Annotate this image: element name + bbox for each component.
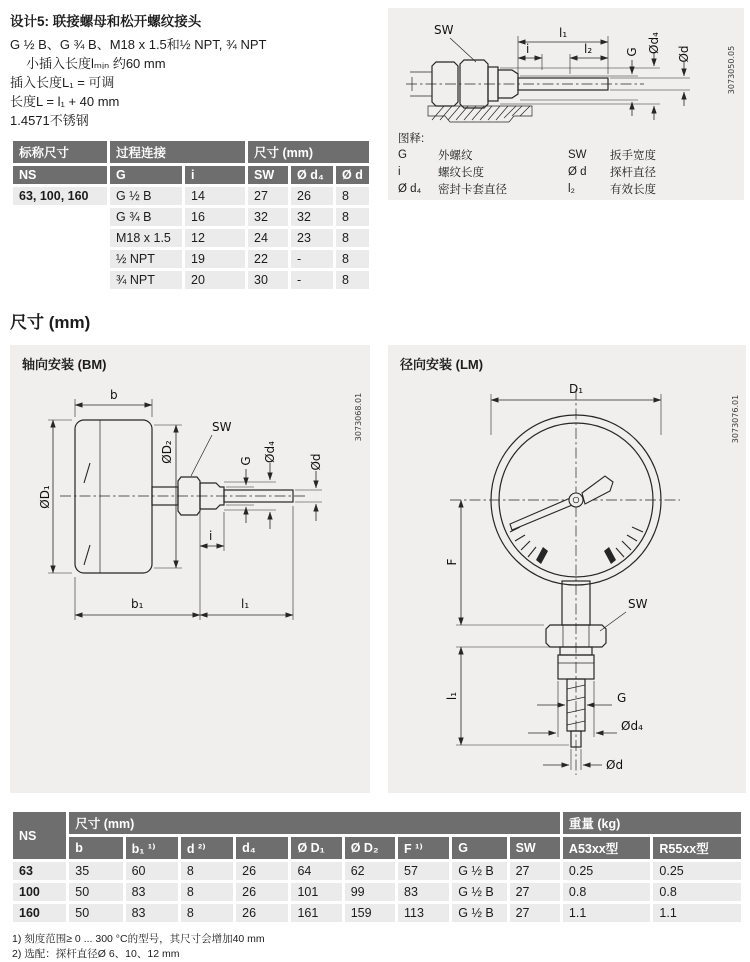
insertion-length-line: 插入长度L₁ = 可调 [10, 75, 115, 90]
table-cell: 62 [345, 862, 395, 880]
table-cell: 8 [181, 904, 233, 922]
table-cell: 26 [236, 862, 288, 880]
table-cell: 83 [398, 883, 449, 901]
col-header-b: b [69, 837, 122, 859]
table-cell: - [291, 271, 333, 289]
table-cell [13, 208, 107, 226]
table-cell: SW [568, 149, 587, 161]
col-header-i: i [185, 166, 245, 184]
table-cell: 101 [291, 883, 341, 901]
table-cell: 1.1 [653, 904, 741, 922]
table-cell: 8 [336, 208, 369, 226]
threaded-fitting-drawing [392, 12, 740, 126]
dim-label-g: G [617, 691, 627, 705]
table-cell: 57 [398, 862, 449, 880]
table-row [13, 271, 369, 289]
table-cell: 83 [126, 883, 178, 901]
dim-label-b1: b₁ [131, 597, 144, 611]
top-section [10, 8, 740, 292]
table-cell [13, 271, 107, 289]
table-cell: l₂ [568, 183, 576, 195]
table-cell: 26 [291, 187, 333, 205]
table-cell: 161 [291, 904, 341, 922]
group-header-weight: 重量 (kg) [563, 812, 741, 834]
table-cell: G ½ B [110, 187, 182, 205]
table-row [13, 250, 369, 268]
min-insertion-line: 小插入长度lₘᵢₙ 约60 mm [26, 56, 166, 71]
group-header-dimensions: 尺寸 (mm) [248, 141, 369, 163]
col-header-ns: NS [13, 166, 107, 184]
dim-label-D1: ØD₁ [38, 485, 52, 509]
col-header-sw: SW [248, 166, 288, 184]
table-cell: 外螺纹 [438, 150, 473, 162]
dim-label-sw: SW [212, 420, 232, 434]
table-cell: 8 [336, 271, 369, 289]
material-line: 1.4571不锈钢 [10, 113, 89, 128]
table-cell: 16 [185, 208, 245, 226]
legend-title: 图释: [398, 133, 425, 145]
footnote-1: 1) 刻度范围≥ 0 ... 300 °C的型号，其尺寸会增加40 mm [12, 933, 265, 945]
table-cell: 0.25 [563, 862, 650, 880]
table-cell: G ¾ B [110, 208, 182, 226]
table-cell: 扳手宽度 [610, 150, 656, 162]
table-cell: 27 [248, 187, 288, 205]
table-group-header-row [13, 141, 369, 163]
col-header-d: Ø d [336, 166, 369, 184]
group-header-process-connection: 过程连接 [110, 141, 245, 163]
radial-mounting-panel [388, 345, 746, 793]
table-row [13, 904, 741, 922]
table-cell: 63 [13, 862, 66, 880]
table-cell: 26 [236, 883, 288, 901]
radial-mounting-title: 径向安装 (LM) [400, 357, 484, 372]
table-cell: G ½ B [452, 904, 506, 922]
design-title: 设计5: 联接螺母和松开螺纹接头 [10, 14, 202, 29]
table-cell: 83 [126, 904, 178, 922]
dim-label-l1: l₁ [241, 597, 250, 611]
col-header-R55xx: R55xx型 [653, 837, 741, 859]
table-cell: 100 [13, 883, 66, 901]
table-cell: 8 [181, 883, 233, 901]
footnote-2: 2) 选配：探杆直径Ø 6、10、12 mm [12, 948, 180, 960]
thread-variants-line: G ½ B、G ¾ B、M18 x 1.5和½ NPT, ¾ NPT [10, 37, 267, 52]
col-header-G: G [452, 837, 506, 859]
dim-label-g: G [625, 47, 639, 57]
dim-label-i: i [209, 529, 213, 543]
dim-label-d: Ød [309, 453, 323, 471]
table-cell: Ø d₄ [398, 183, 422, 195]
dim-label-d4: Ød₄ [647, 32, 661, 54]
dim-label-l1: l₁ [445, 691, 459, 701]
dim-label-i: i [526, 42, 530, 56]
col-header-b1: b₁ ¹⁾ [126, 837, 178, 859]
axial-mounting-title: 轴向安装 (BM) [22, 357, 107, 372]
table-cell: 螺纹长度 [438, 167, 484, 179]
col-header-d: d ²⁾ [181, 837, 233, 859]
table-cell: 0.8 [653, 883, 741, 901]
table-cell: 35 [69, 862, 122, 880]
dim-label-l1: l₁ [559, 26, 568, 40]
table-group-header-row [13, 812, 741, 834]
drawing-part-number: 3073076.01 [731, 394, 740, 444]
table-cell: 60 [126, 862, 178, 880]
dim-label-D2: ØD₂ [160, 440, 174, 464]
col-header-D1: Ø D₁ [291, 837, 341, 859]
table-cell: G [398, 149, 407, 161]
dim-label-l2: l₂ [584, 42, 593, 56]
table-cell: 32 [248, 208, 288, 226]
table-row [13, 862, 741, 880]
table-cell: 160 [13, 904, 66, 922]
table-cell: 1.1 [563, 904, 650, 922]
table-cell: 113 [398, 904, 449, 922]
mounting-drawings [10, 345, 740, 793]
dimension-weight-table [10, 809, 744, 925]
table-cell: 20 [185, 271, 245, 289]
table-cell: 50 [69, 883, 122, 901]
table-cell: G ½ B [452, 862, 506, 880]
table-cell: 8 [336, 250, 369, 268]
table-cell: 0.25 [653, 862, 741, 880]
table-cell: 12 [185, 229, 245, 247]
table-cell: 8 [336, 229, 369, 247]
table-cell: 24 [248, 229, 288, 247]
group-header-dimensions: 尺寸 (mm) [69, 812, 560, 834]
table-cell: 23 [291, 229, 333, 247]
dim-label-b: b [110, 388, 118, 402]
table-cell: 8 [181, 862, 233, 880]
dim-label-d: Ød [677, 45, 691, 63]
table-cell: G ½ B [452, 883, 506, 901]
table-cell [13, 229, 107, 247]
table-cell: 0.8 [563, 883, 650, 901]
table-cell: Ø d [568, 166, 587, 178]
table-header-row [13, 166, 369, 184]
col-header-F: F ¹⁾ [398, 837, 449, 859]
table-cell: 密封卡套直径 [438, 184, 507, 196]
table-cell: 19 [185, 250, 245, 268]
drawing-part-number: 3073050.05 [727, 45, 736, 95]
drawing-part-number: 3073068.01 [354, 392, 363, 442]
footnotes [12, 932, 740, 962]
axial-mounting-panel [10, 345, 370, 793]
table-cell [13, 250, 107, 268]
table-cell: 50 [69, 904, 122, 922]
table-header-row [13, 837, 741, 859]
table-cell: ¾ NPT [110, 271, 182, 289]
table-cell: i [398, 166, 401, 178]
dim-label-d4: Ød₄ [263, 441, 277, 463]
dim-label-f: F [445, 558, 459, 566]
radial-mounting-drawing [388, 375, 746, 789]
table-cell: 27 [510, 904, 560, 922]
table-row [13, 883, 741, 901]
table-cell: 64 [291, 862, 341, 880]
table-cell: 探杆直径 [610, 167, 656, 179]
table-cell: 22 [248, 250, 288, 268]
table-cell: 26 [236, 904, 288, 922]
dim-label-D1: D₁ [569, 382, 584, 396]
table-cell: 159 [345, 904, 395, 922]
table-cell: 32 [291, 208, 333, 226]
col-header-d4: Ø d₄ [291, 166, 333, 184]
drawing-legend [398, 130, 744, 198]
table-cell: 99 [345, 883, 395, 901]
dim-label-sw: SW [628, 597, 648, 611]
col-header-ns: NS [13, 812, 66, 859]
dim-label-d: Ød [606, 758, 624, 772]
table-cell: 14 [185, 187, 245, 205]
process-connection-table [10, 138, 372, 292]
design-description [10, 8, 372, 292]
col-header-D2: Ø D₂ [345, 837, 395, 859]
table-cell: 27 [510, 862, 560, 880]
length-formula-line: 长度L = l₁ + 40 mm [10, 94, 120, 109]
group-header-nominal-size: 标称尺寸 [13, 141, 107, 163]
table-cell: 63, 100, 160 [13, 187, 107, 205]
legend-table [398, 147, 730, 198]
table-cell: M18 x 1.5 [110, 229, 182, 247]
dim-label-g: G [239, 456, 253, 466]
dim-label-sw: SW [434, 23, 454, 37]
col-header-d4: d₄ [236, 837, 288, 859]
axial-mounting-drawing [10, 375, 370, 789]
table-row [13, 208, 369, 226]
table-row [13, 187, 369, 205]
col-header-g: G [110, 166, 182, 184]
table-cell: 8 [336, 187, 369, 205]
col-header-A53xx: A53xx型 [563, 837, 650, 859]
fitting-drawing-panel [388, 8, 744, 200]
table-cell: 30 [248, 271, 288, 289]
table-cell: ½ NPT [110, 250, 182, 268]
table-row [398, 181, 730, 198]
table-cell: 有效长度 [610, 184, 656, 196]
table-cell: - [291, 250, 333, 268]
table-row [13, 229, 369, 247]
col-header-SW: SW [510, 837, 560, 859]
dimensions-section-title: 尺寸 (mm) [10, 313, 91, 332]
table-row [398, 164, 730, 181]
table-row [398, 147, 730, 164]
table-cell: 27 [510, 883, 560, 901]
dim-label-d4: Ød₄ [621, 719, 643, 733]
